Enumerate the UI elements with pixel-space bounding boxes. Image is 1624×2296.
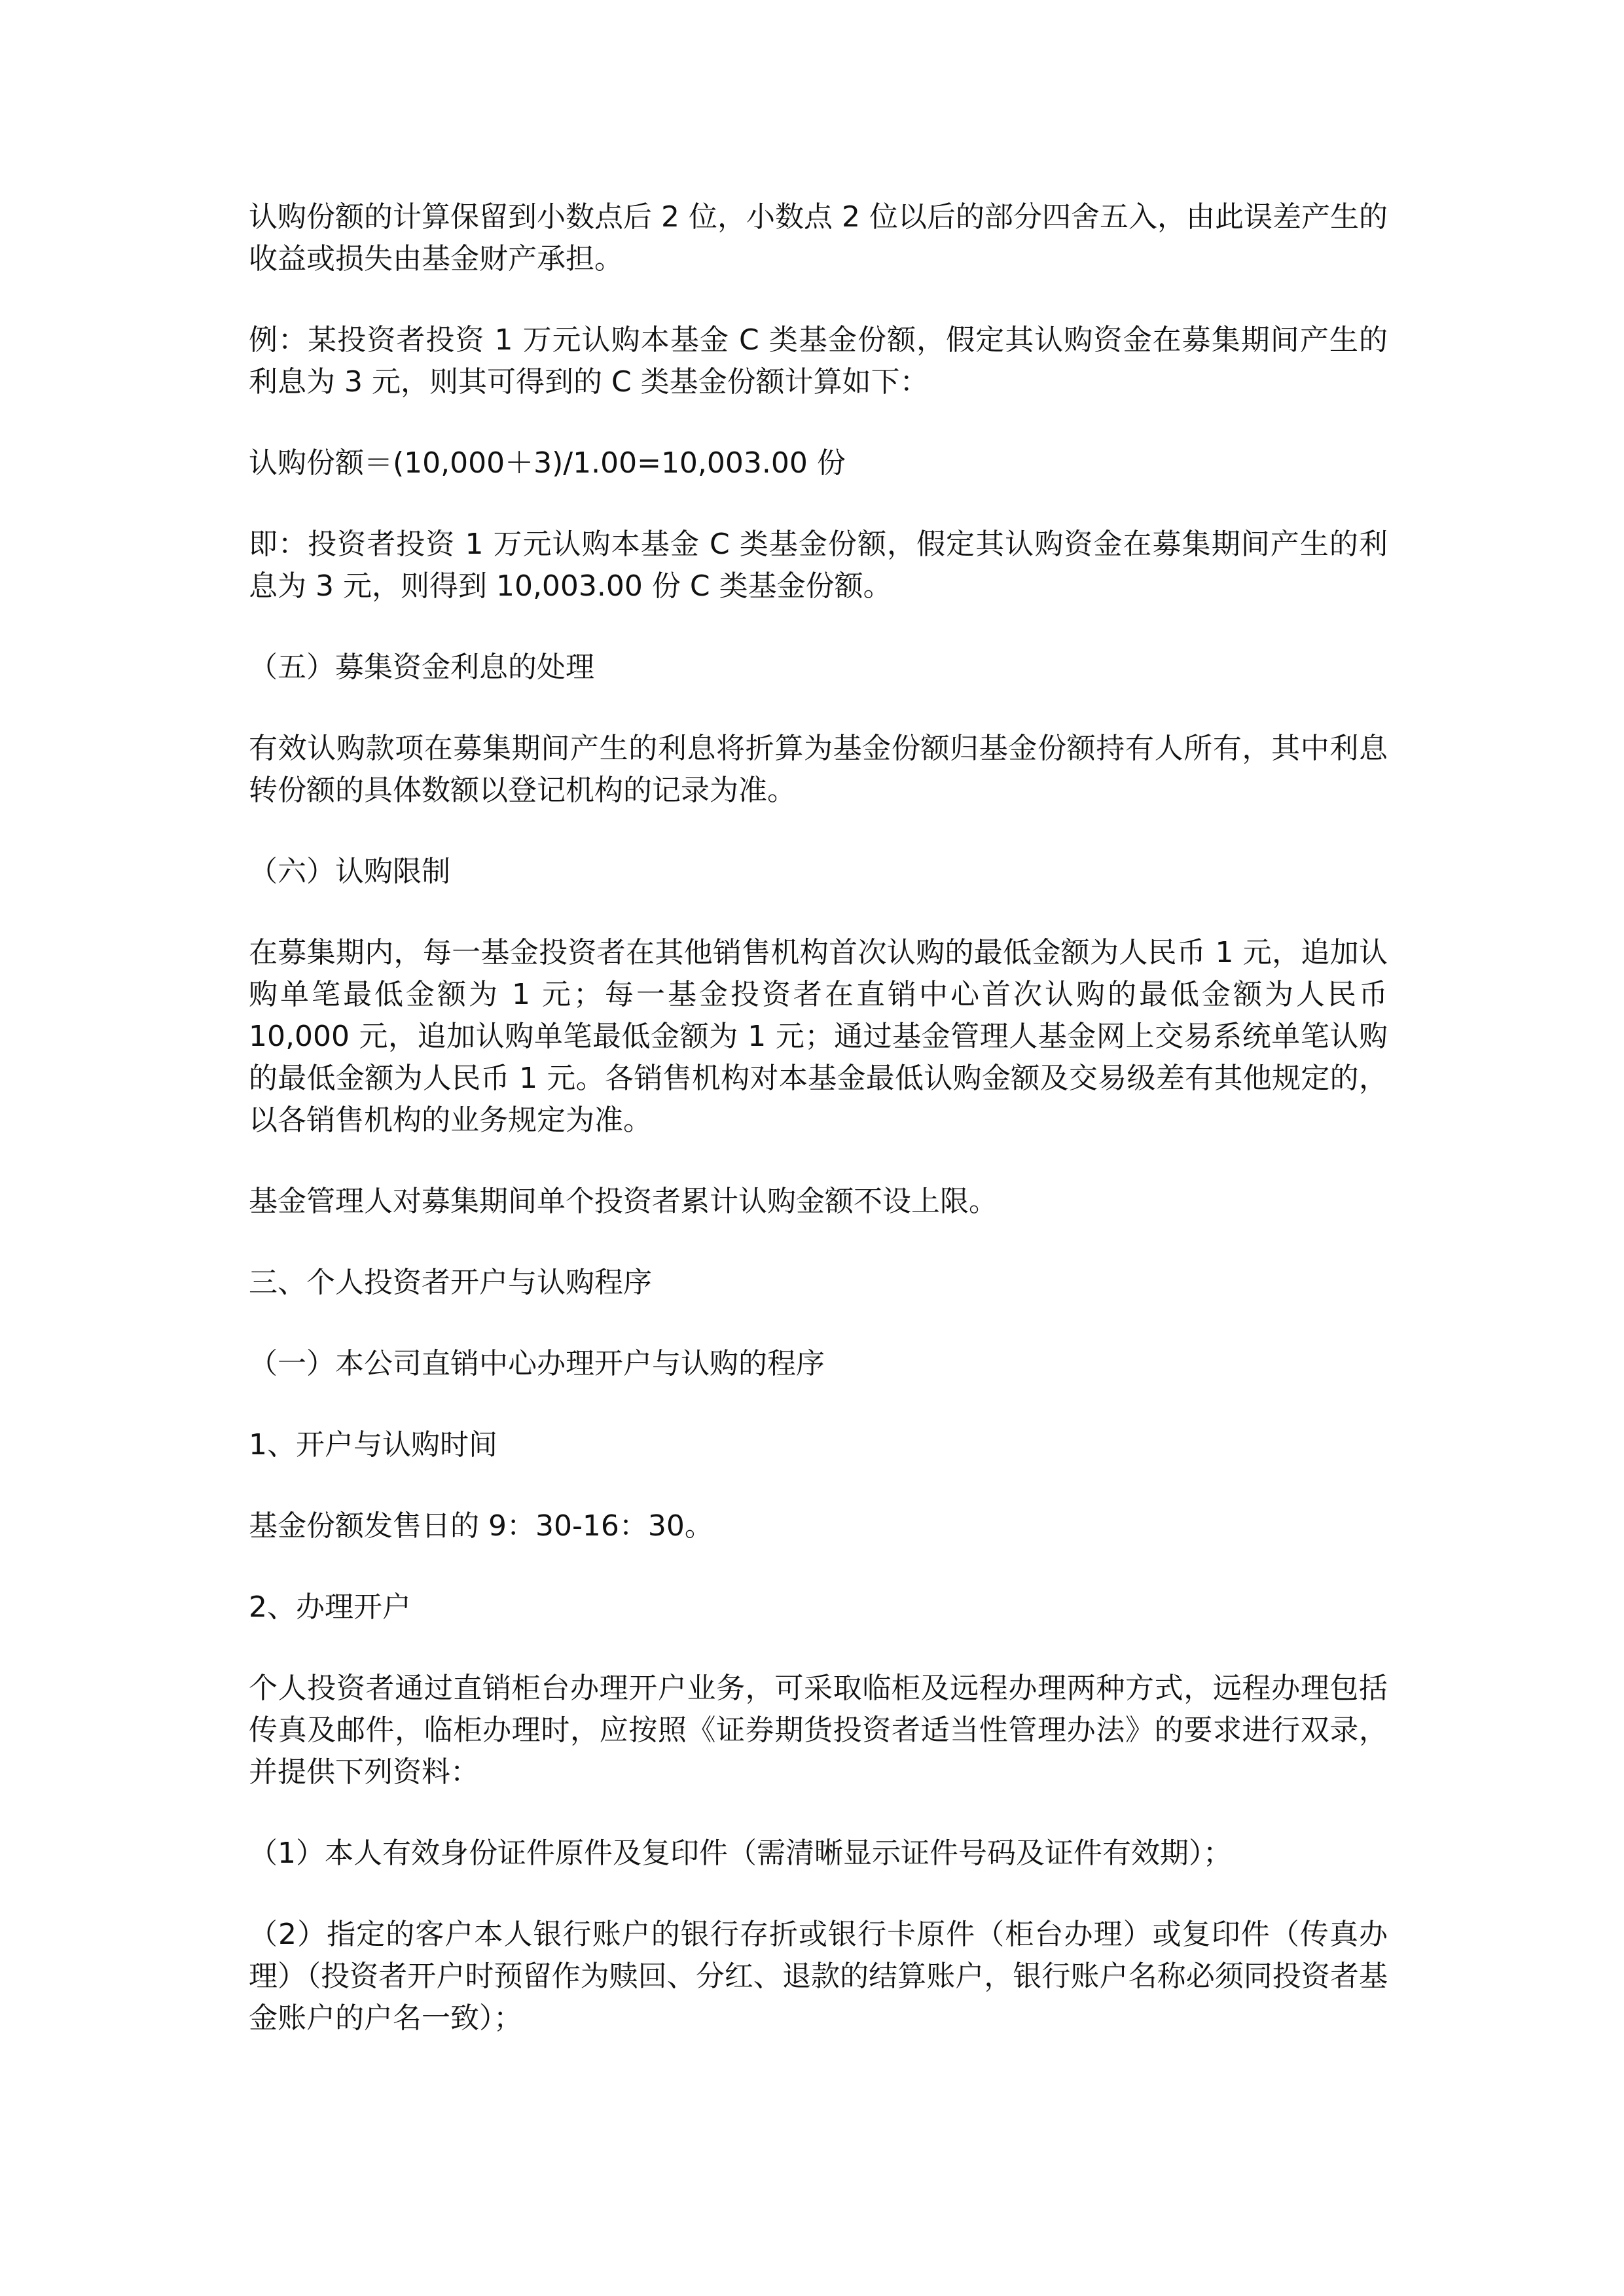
paragraph-interest-handling: 有效认购款项在募集期间产生的利息将折算为基金份额归基金份额持有人所有，其中利息转份额的具体数额以登记机构的记录为准。 xyxy=(249,732,1388,807)
section-heading-individual-investors: 三、个人投资者开户与认购程序 xyxy=(249,1266,652,1299)
section-heading-interest: （五）募集资金利息的处理 xyxy=(249,651,594,684)
document-page xyxy=(249,196,1388,2079)
paragraph-example-intro: 例：某投资者投资 1 万元认购本基金 C 类基金份额，假定其认购资金在募集期间产生的利息为 3 元，则其可得到的 C 类基金份额计算如下： xyxy=(249,323,1388,399)
paragraph-example-result: 即：投资者投资 1 万元认购本基金 C 类基金份额，假定其认购资金在募集期间产生的利息为 3 元，则得到 10,003.00 份 C 类基金份额。 xyxy=(249,528,1388,603)
item-heading-opening-time: 1、开户与认购时间 xyxy=(249,1428,497,1462)
paragraph-opening-hours: 基金份额发售日的 9：30-16：30。 xyxy=(249,1509,713,1543)
section-heading-direct-sales: （一）本公司直销中心办理开户与认购的程序 xyxy=(249,1347,825,1380)
paragraph-subscription-rounding: 认购份额的计算保留到小数点后 2 位，小数点 2 位以后的部分四舍五入，由此误差产生的收益或损失由基金财产承担。 xyxy=(249,200,1388,276)
paragraph-example-formula: 认购份额＝(10,000＋3)/1.00=10,003.00 份 xyxy=(249,446,846,480)
section-heading-limits: （六）认购限制 xyxy=(249,855,450,888)
item-heading-account-opening: 2、办理开户 xyxy=(249,1590,411,1624)
paragraph-no-upper-limit: 基金管理人对募集期间单个投资者累计认购金额不设上限。 xyxy=(249,1185,998,1218)
list-item-bank-account: （2）指定的客户本人银行账户的银行存折或银行卡原件（柜台办理）或复印件（传真办理）（投资者开户时预留作为赎回、分红、退款的结算账户，银行账户名称必须同投资者基金账户的户名一致）； xyxy=(249,1918,1388,2035)
paragraph-subscription-limits: 在募集期内，每一基金投资者在其他销售机构首次认购的最低金额为人民币 1 元，追加认购单笔最低金额为 1 元；每一基金投资者在直销中心首次认购的最低金额为人民币 10,000 元，追加认购单笔最低金额为 1 元；通过基金管理人基金网上交易系统单笔认购的最低金额为人民币 1 元。各销售机构对本基金最低认购金额及交易级差有其他规定的，以各销售机构的业务规定为准。 xyxy=(249,936,1388,1137)
paragraph-account-opening-methods: 个人投资者通过直销柜台办理开户业务，可采取临柜及远程办理两种方式，远程办理包括传真及邮件，临柜办理时，应按照《证券期货投资者适当性管理办法》的要求进行双录，并提供下列资料： xyxy=(249,1672,1388,1789)
list-item-id-document: （1）本人有效身份证件原件及复印件（需清晰显示证件号码及证件有效期）； xyxy=(249,1837,1232,1870)
